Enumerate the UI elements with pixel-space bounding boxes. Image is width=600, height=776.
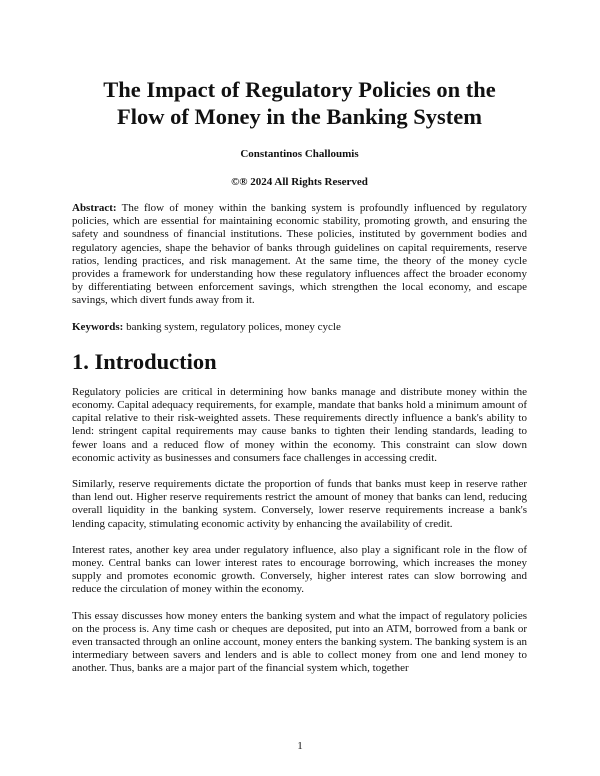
abstract-text: The flow of money within the banking system is profoundly influenced by regulatory policies, which are essential for maintaining economic stability, promoting growth, and ensuring the safety and soundness of financial institutions. These policies, instituted by government bodies and regulatory agencies, shape the behavior of banks through guidelines on capital requirements, reserve ratios, lending practices, and risk management. At the same time, the theory of the money cycle provides a framework for understanding how these regulatory influences affect the broader economy by differentiating between enforcement savings, which strengthen the local economy, and escape savings, which divert funds away from it. (72, 202, 527, 307)
body-paragraph: Regulatory policies are critical in determining how banks manage and distribute money within the economy. Capital adequacy requirements, for example, mandate that banks hold a minimum amount of capital relative to their risk-weighted assets. These requirements directly influence a bank's ability to lend: stringent capital requirements may cause banks to tighten their lending standards, leading to fewer loans and a reduced flow of money within the economy. This constraint can slow down economic activity as businesses and consumers face challenges in accessing credit. (72, 385, 527, 464)
keywords-text: banking system, regulatory polices, money cycle (126, 320, 341, 333)
title-line-1: The Impact of Regulatory Policies on the (103, 77, 496, 102)
body-paragraph: This essay discusses how money enters the banking system and what the impact of regulatory policies on the process is. Any time cash or cheques are deposited, put into an ATM, borrowed from a bank or even transacted through an online account, money enters the banking system. The banking system is an intermediary between savers and lenders and is able to collect money from one and lend money to another. Thus, banks are a major part of the financial system which, together (72, 609, 527, 675)
abstract (72, 202, 527, 308)
page-number: 1 (297, 740, 303, 752)
section-heading: 1. Introduction (72, 348, 217, 374)
body-paragraph: Similarly, reserve requirements dictate the proportion of funds that banks must keep in reserve rather than lend out. Higher reserve requirements restrict the amount of money that banks can lend, reducing overall liquidity in the banking system. Conversely, lower reserve requirements increase a bank's lending capacity, stimulating economic activity by enhancing the availability of credit. (72, 478, 527, 530)
author-name: Constantinos Challoumis (240, 148, 359, 160)
body-paragraph: Interest rates, another key area under regulatory influence, also play a significant role in the flow of money. Central banks can lower interest rates to encourage borrowing, which increases the money supply and promotes economic growth. Conversely, higher interest rates can slow borrowing and reduce the circulation of money within the economy. (72, 543, 527, 596)
abstract-label: Abstract: (72, 202, 117, 214)
title-line-2: Flow of Money in the Banking System (116, 104, 483, 129)
copyright-notice: ©® 2024 All Rights Reserved (231, 176, 368, 188)
keywords (72, 321, 527, 334)
paper-title (72, 0, 527, 130)
keywords-label: Keywords: (72, 320, 124, 333)
